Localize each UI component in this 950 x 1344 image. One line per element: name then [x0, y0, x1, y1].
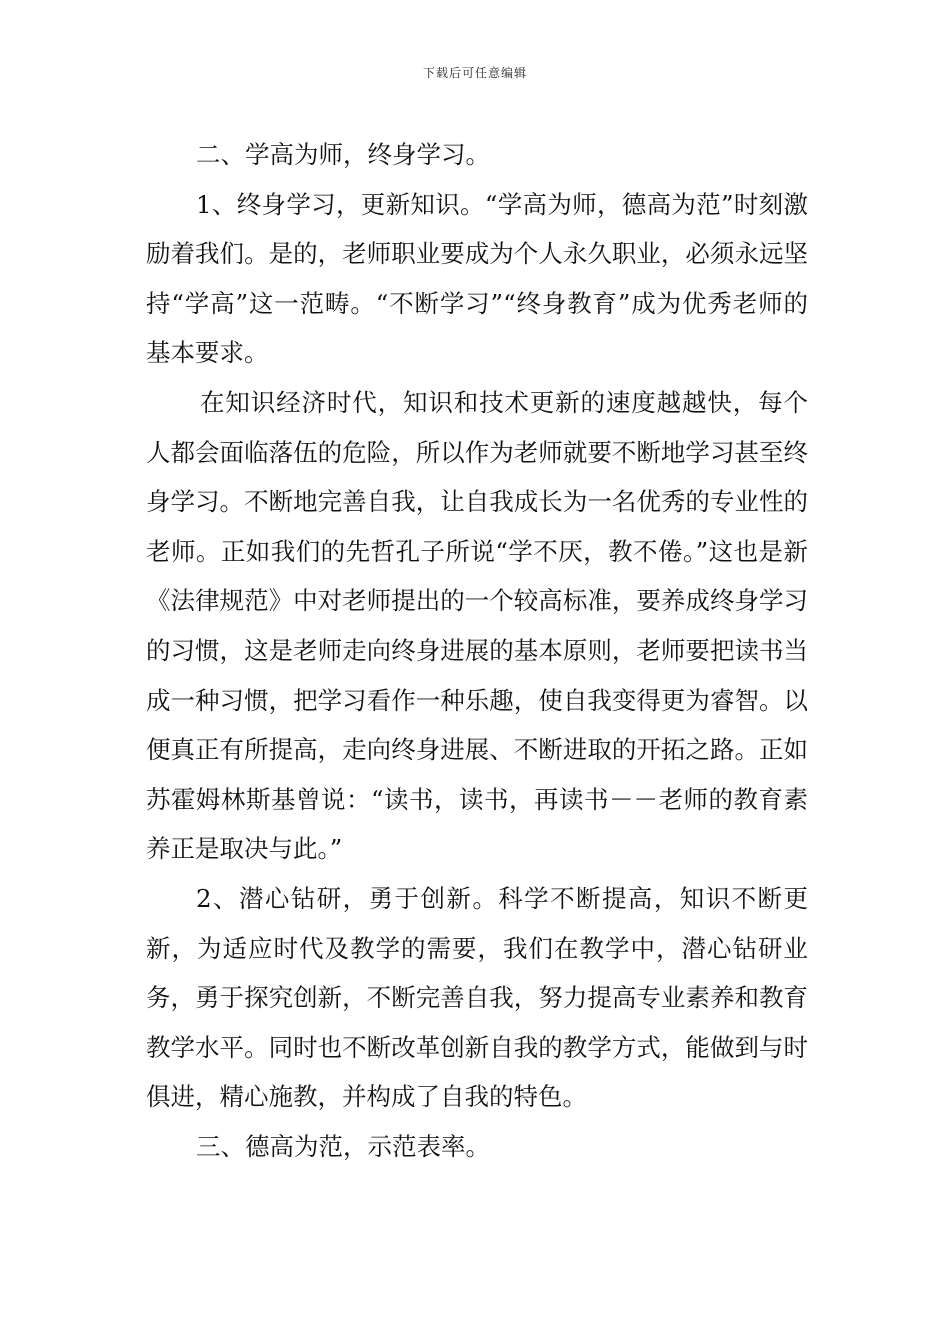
section-heading-3: 三、德高为范，示范表率。: [196, 1131, 490, 1161]
paragraph-knowledge-economy: 在知识经济时代，知识和技术更新的速度越越快，每个人都会面临落伍的危险，所以作为老师就要不断地学习甚至终身学习。不断地完善自我，让自我成长为一名优秀的专业性的老师。正如我们的先哲孔子所说“学不厌，教不倦。”这也是新《法律规范》中对老师提出的一个较高标准，要养成终身学习的习惯，这是老师走向终身进展的基本原则，老师要把读书当成一种习惯，把学习看作一种乐趣，使自我变得更为睿智。以便真正有所提高，走向终身进展、不断进取的开拓之路。正如苏霍姆林斯基曾说：“读书，读书，再读书－－老师的教育素养正是取决与此。”: [146, 387, 808, 864]
section-heading-2: 二、学高为师，终身学习。: [196, 140, 490, 169]
document-body: [146, 130, 808, 1171]
paragraph-research-innovation: 2、潜心钻研，勇于创新。科学不断提高，知识不断更新，为适应时代及教学的需要，我们在教学中，潜心钻研业务，勇于探究创新，不断完善自我，努力提高专业素养和教育教学水平。同时也不断改革创新自我的教学方式，能做到与时俱进，精心施教，并构成了自我的特色。: [146, 883, 808, 1112]
header-note: 下载后可任意编辑: [422, 66, 527, 80]
paragraph-lifelong-learning: 1、终身学习，更新知识。“学高为师，德高为范”时刻激励着我们。是的，老师职业要成为个人永久职业，必须永远坚持“学高”这一范畴。“不断学习”“终身教育”成为优秀老师的基本要求。: [146, 189, 808, 368]
